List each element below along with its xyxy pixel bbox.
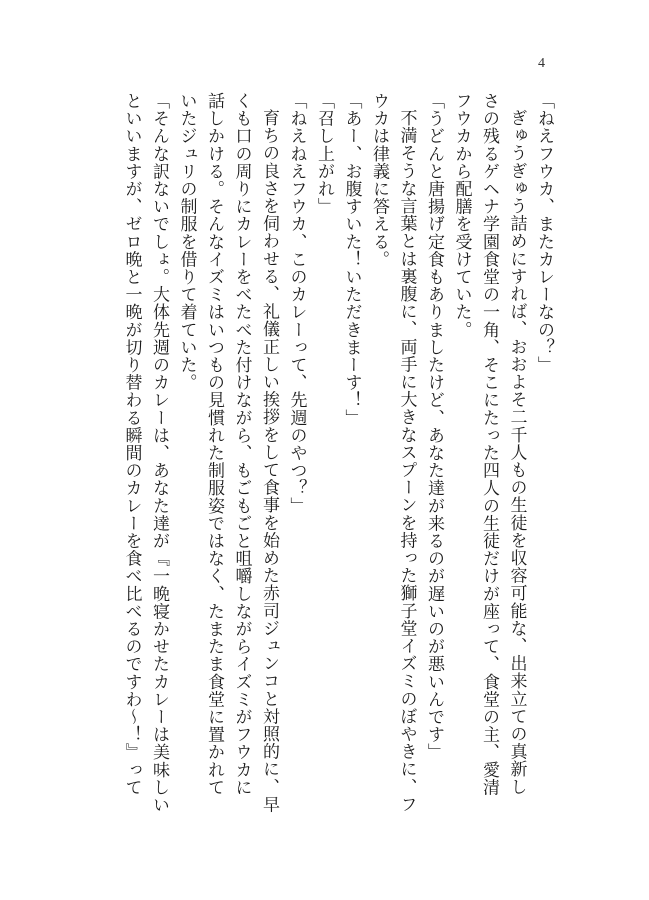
text-line: 「召し上がれ」 (314, 92, 334, 216)
text-line: といいますが、ゼロ晩と一晩が切り替わる瞬間のカレーを食べ比べるのですわ～！』って (121, 92, 142, 796)
text-line: さの残るゲヘナ学園食堂の一角、そこにたった四人の生徒だけが座って、食堂の主、愛清 (479, 92, 499, 796)
text-line: 「うどんと唐揚げ定食もありましたけど、あなた達が来るのが遅いのが悪いんです」 (424, 92, 444, 761)
text-line: 育ちの良さを伺わせる、礼儀正しい挨拶をして食事を始めた赤司ジュンコと対照的に、早 (259, 109, 279, 813)
text-line: 「ねえフウカ、またカレーなの？」 (534, 92, 554, 374)
text-line: 「そんな訳ないでしょ。大体先週のカレーは、あなた達が『一晩寝かせたカレーは美味しい (149, 92, 169, 814)
page-number: 4 (538, 56, 545, 71)
text-line: 「ねえねえフウカ、このカレーって、先週のやつ？」 (286, 92, 307, 515)
vertical-text-body (117, 92, 557, 812)
text-line: ウカは律義に答える。 (369, 92, 389, 268)
text-line: 不満そうな言葉とは裏腹に、両手に大きなスプーンを持った獅子堂イズミのぼやきに、フ (396, 109, 417, 813)
text-line: 話しかける。そんなイズミはいつもの見慣れた制服姿ではなく、たまたま食堂に置かれて (204, 92, 224, 796)
text-line: ぎゅうぎゅう詰めにすれば、おおよそ二千人もの生徒を収容可能な、出来立ての真新し (506, 109, 527, 796)
text-line: くも口の周りにカレーをべたべた付けながら、もごもごと咀嚼しながらイズミがフウカに (231, 92, 252, 796)
text-line: フウカから配膳を受けていた。 (451, 92, 472, 339)
text-line: いたジュリの制服を借りて着ていた。 (176, 92, 197, 392)
text-line: 「あー、お腹すいた！いただきまーす！」 (341, 92, 362, 427)
